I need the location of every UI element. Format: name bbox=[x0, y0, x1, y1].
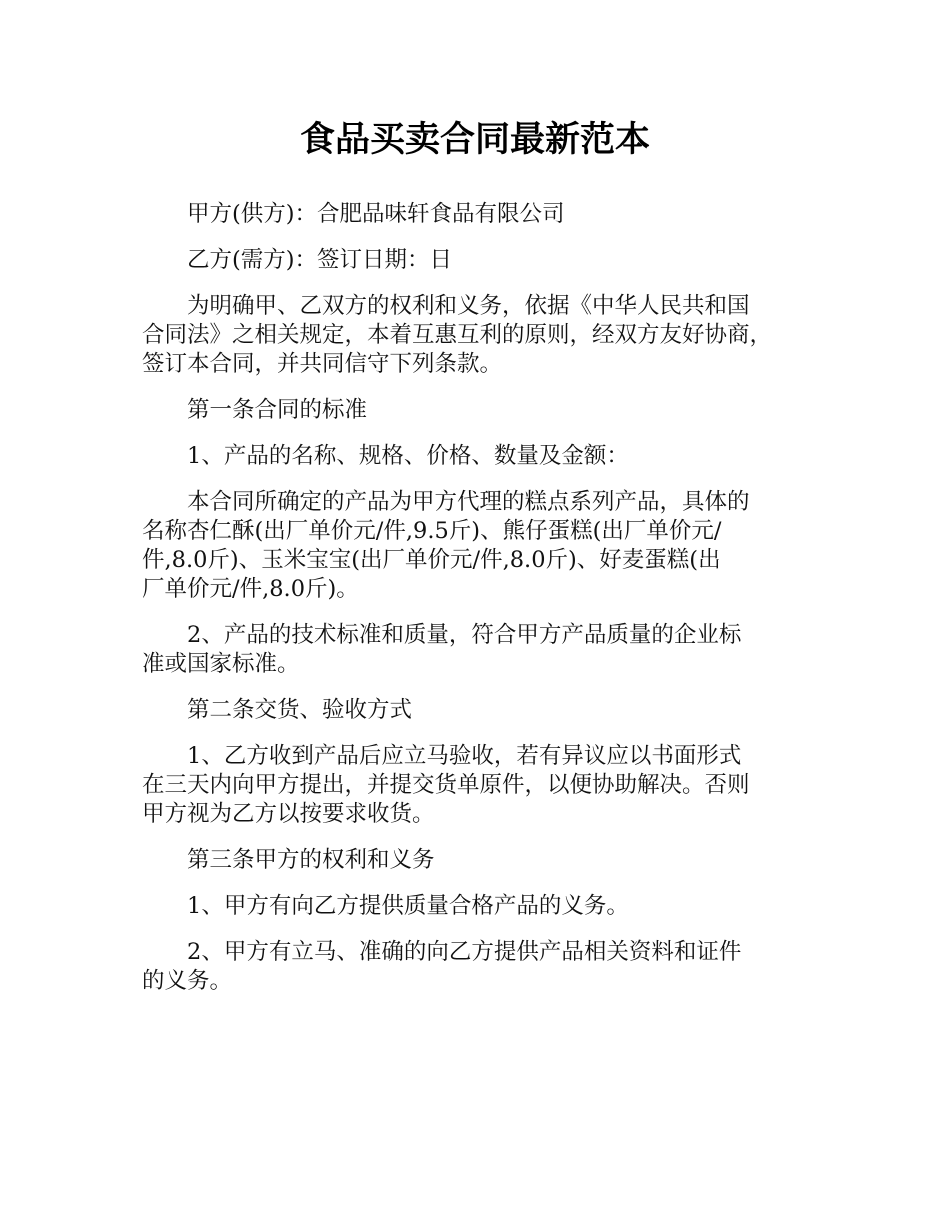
paragraph-line: 厂单价元/件,8.0斤)。 bbox=[142, 576, 359, 602]
paragraph-line: 第二条交货、验收方式 bbox=[187, 697, 413, 723]
paragraph-line: 2、甲方有立马、准确的向乙方提供产品相关资料和证件 bbox=[187, 939, 742, 965]
paragraph-line: 件,8.0斤)、玉米宝宝(出厂单价元/件,8.0斤)、好麦蛋糕(出 bbox=[142, 547, 721, 573]
clause-2-1 bbox=[142, 742, 842, 829]
paragraph-line: 甲方视为乙方以按要求收货。 bbox=[142, 801, 435, 827]
preamble-paragraph bbox=[142, 292, 842, 379]
document-title: 食品买卖合同最新范本 bbox=[299, 120, 650, 160]
paragraph-line: 签订本合同，并共同信守下列条款。 bbox=[142, 351, 503, 377]
paragraph-line: 2、产品的技术标准和质量，符合甲方产品质量的企业标 bbox=[187, 622, 742, 648]
paragraph-line: 的义务。 bbox=[142, 968, 233, 994]
clause-3-2 bbox=[142, 938, 842, 996]
article-2-heading bbox=[142, 696, 842, 725]
clause-1-1 bbox=[142, 442, 842, 471]
paragraph-line: 1、甲方有向乙方提供质量合格产品的义务。 bbox=[187, 893, 629, 919]
article-3-heading bbox=[142, 846, 842, 875]
paragraph-line: 准或国家标准。 bbox=[142, 651, 300, 677]
paragraph-line: 为明确甲、乙双方的权利和义务，依据《中华人民共和国 bbox=[187, 293, 750, 319]
paragraph-line: 1、乙方收到产品后应立马验收，若有异议应以书面形式 bbox=[187, 743, 742, 769]
paragraph-line: 乙方(需方)：签订日期：日 bbox=[187, 247, 453, 273]
paragraph-line: 合同法》之相关规定，本着互惠互利的原则，经双方友好协商， bbox=[142, 322, 773, 348]
paragraph-line: 甲方(供方)：合肥品味轩食品有限公司 bbox=[187, 201, 565, 227]
paragraph-line: 1、产品的名称、规格、价格、数量及金额： bbox=[187, 443, 629, 469]
paragraph-line: 名称杏仁酥(出厂单价元/件,9.5斤)、熊仔蛋糕(出厂单价元/ bbox=[142, 518, 722, 544]
clause-1-2 bbox=[142, 621, 842, 679]
product-list-paragraph bbox=[142, 488, 842, 604]
party-b-line bbox=[142, 246, 842, 275]
party-a-line bbox=[142, 200, 842, 229]
paragraph-line: 第三条甲方的权利和义务 bbox=[187, 847, 435, 873]
clause-3-1 bbox=[142, 892, 842, 921]
paragraph-line: 本合同所确定的产品为甲方代理的糕点系列产品，具体的 bbox=[187, 489, 750, 515]
article-1-heading bbox=[142, 396, 842, 425]
document-body bbox=[142, 200, 842, 1013]
paragraph-line: 第一条合同的标准 bbox=[187, 397, 368, 423]
paragraph-line: 在三天内向甲方提出，并提交货单原件，以便协助解决。否则 bbox=[142, 772, 750, 798]
